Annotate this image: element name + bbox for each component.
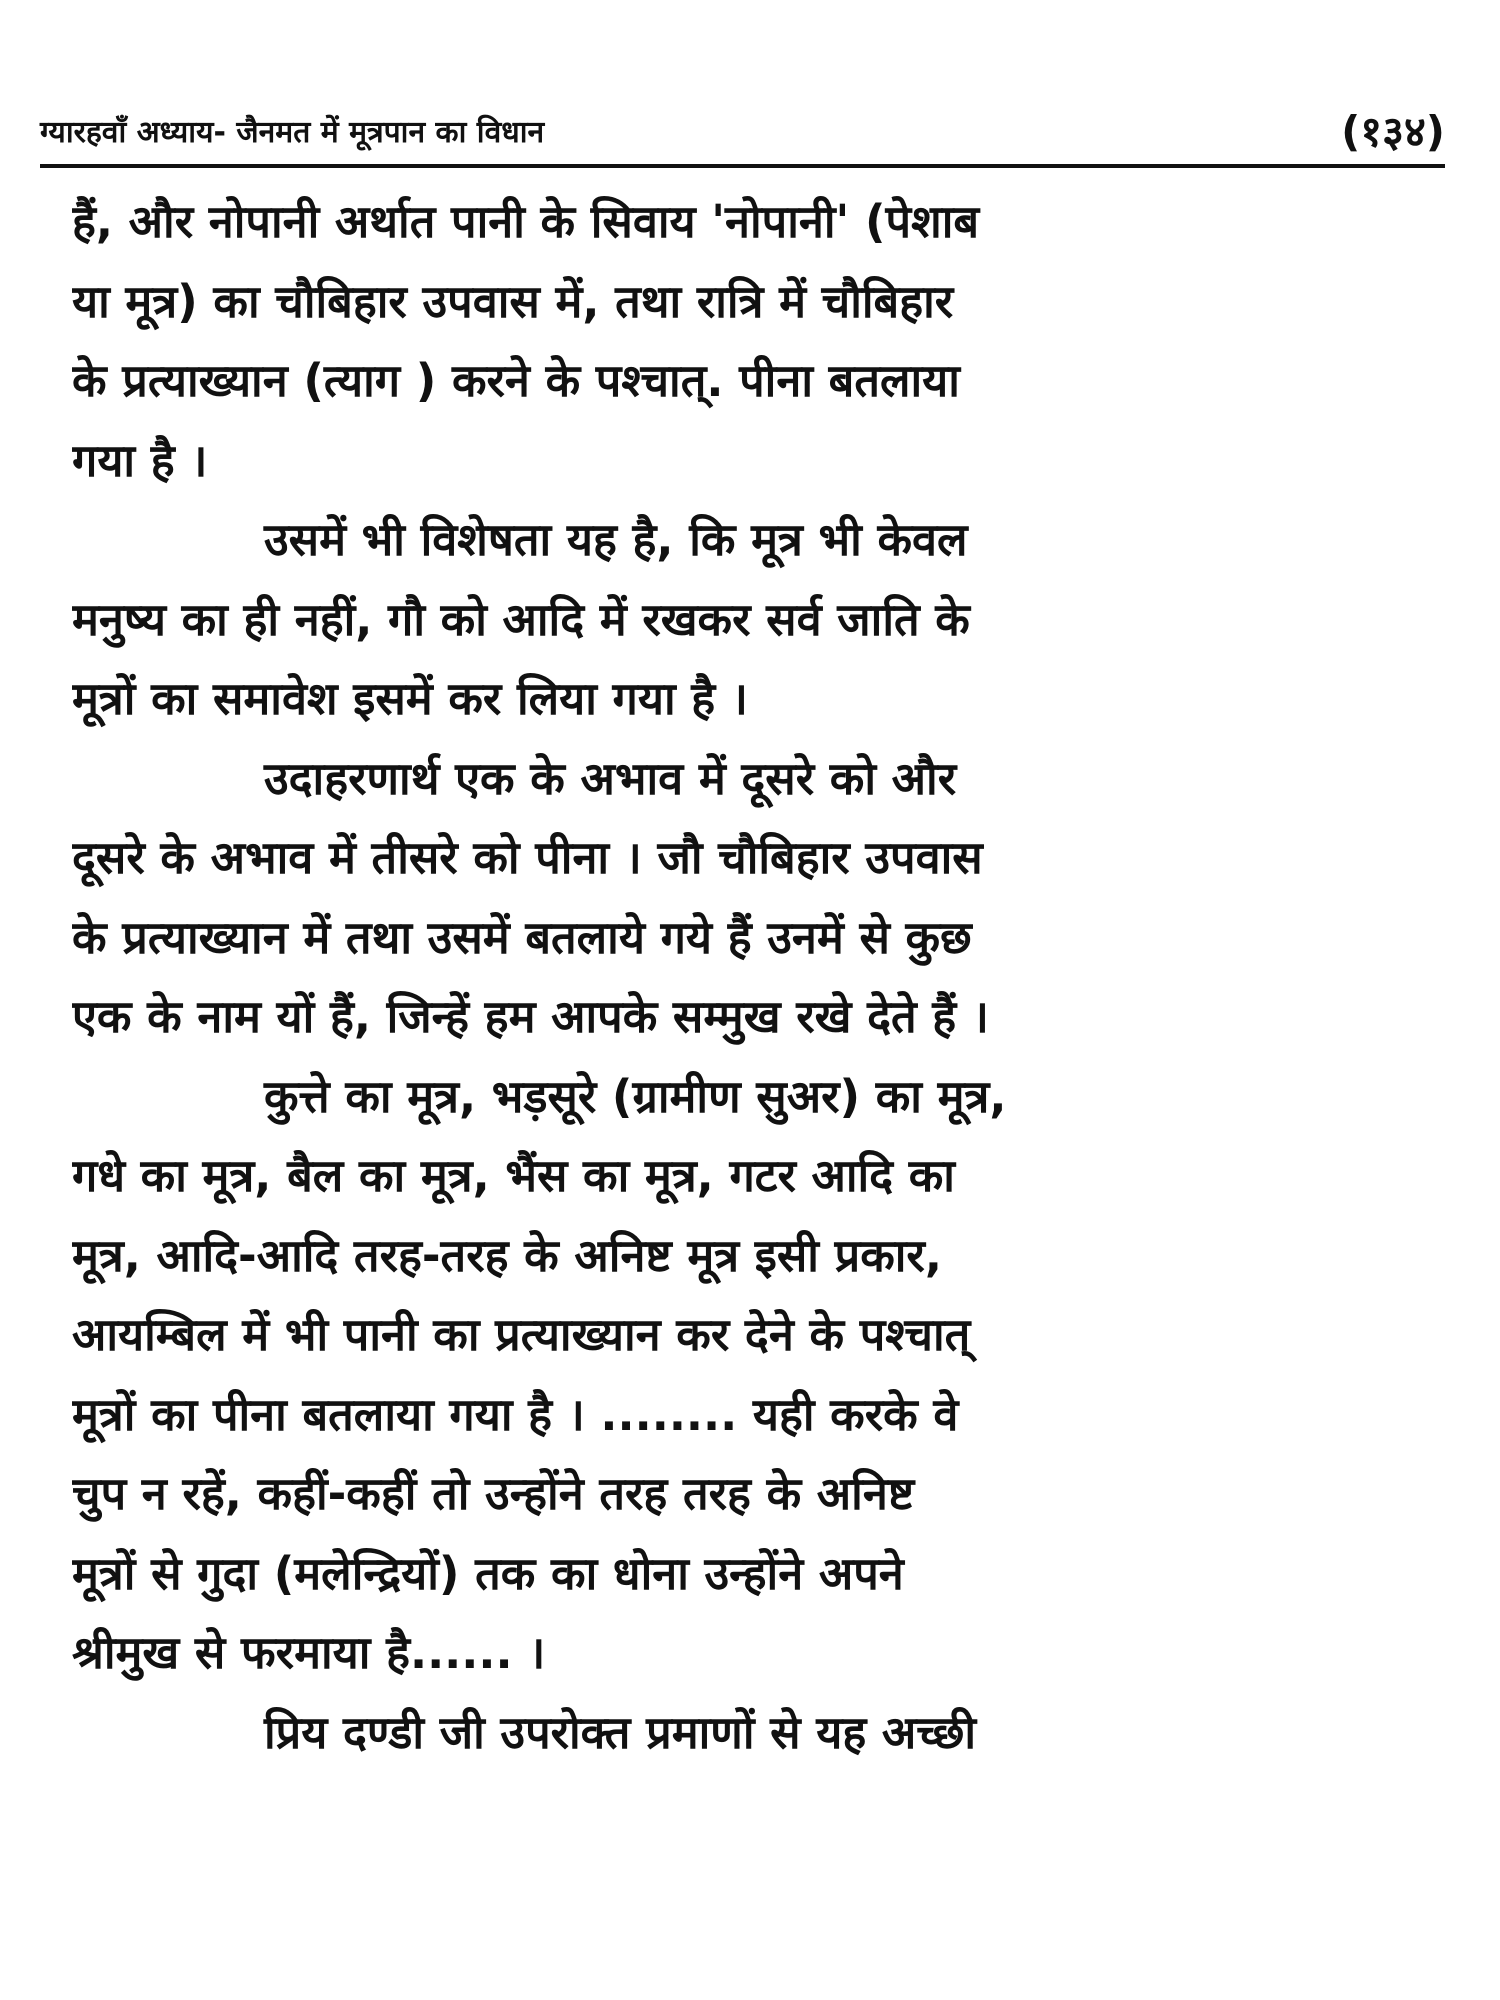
text-line: हैं, और नोपानी अर्थात पानी के सिवाय 'नोपानी' (पेशाब <box>72 195 980 248</box>
paragraph-start-line: उसमें भी विशेषता यह है, कि मूत्र भी केवल <box>264 513 968 566</box>
paragraph-start-line: उदाहरणार्थ एक के अभाव में दूसरे को और <box>264 751 957 805</box>
paragraph-start-line: कुत्ते का मूत्र, भड़सूरे (ग्रामीण सुअर) का मूत्र, <box>264 1069 1007 1123</box>
text-line: के प्रत्याख्यान में तथा उसमें बतलाये गये हैं उनमें से कुछ <box>72 910 972 964</box>
text-line: मनुष्य का ही नहीं, गौ को आदि में रखकर सर्व जाति के <box>72 592 970 646</box>
text-line: मूत्रों से गुदा (मलेन्द्रियों) तक का धोना उन्होंने अपने <box>72 1546 904 1600</box>
text-line: आयम्बिल में भी पानी का प्रत्याख्यान कर देने के पश्चात् <box>72 1308 971 1361</box>
page-header <box>40 102 1445 168</box>
body-text <box>72 182 1442 1772</box>
paragraph-start-line: प्रिय दण्डी जी उपरोक्त प्रमाणों से यह अच्छी <box>264 1705 977 1759</box>
chapter-title: ग्यारहवाँ अध्याय- जैनमत में मूत्रपान का विधान <box>40 115 545 150</box>
text-line: श्रीमुख से फरमाया है...... । <box>72 1626 546 1679</box>
text-line: मूत्रों का पीना बतलाया गया है । ........ यही करके वे <box>72 1387 959 1441</box>
text-line: गधे का मूत्र, बैल का मूत्र, भैंस का मूत्र, गटर आदि का <box>72 1149 955 1202</box>
text-line: मूत्रों का समावेश इसमें कर लिया गया है । <box>72 672 748 725</box>
text-line: या मूत्र) का चौबिहार उपवास में, तथा रात्रि में चौबिहार <box>72 274 954 328</box>
page-number: (१३४) <box>1341 107 1445 156</box>
text-line: गया है । <box>72 433 208 487</box>
text-line: मूत्र, आदि-आदि तरह-तरह के अनिष्ट मूत्र इसी प्रकार, <box>72 1228 942 1282</box>
text-line: एक के नाम यों हैं, जिन्हें हम आपके सम्मुख रखे देते हैं । <box>72 990 989 1043</box>
text-line: दूसरे के अभाव में तीसरे को पीना । जौ चौबिहार उपवास <box>72 831 983 884</box>
text-line: के प्रत्याख्यान (त्याग ) करने के पश्चात्. पीना बतलाया <box>72 354 960 407</box>
text-line: चुप न रहें, कहीं-कहीं तो उन्होंने तरह तरह के अनिष्ट <box>72 1467 915 1520</box>
